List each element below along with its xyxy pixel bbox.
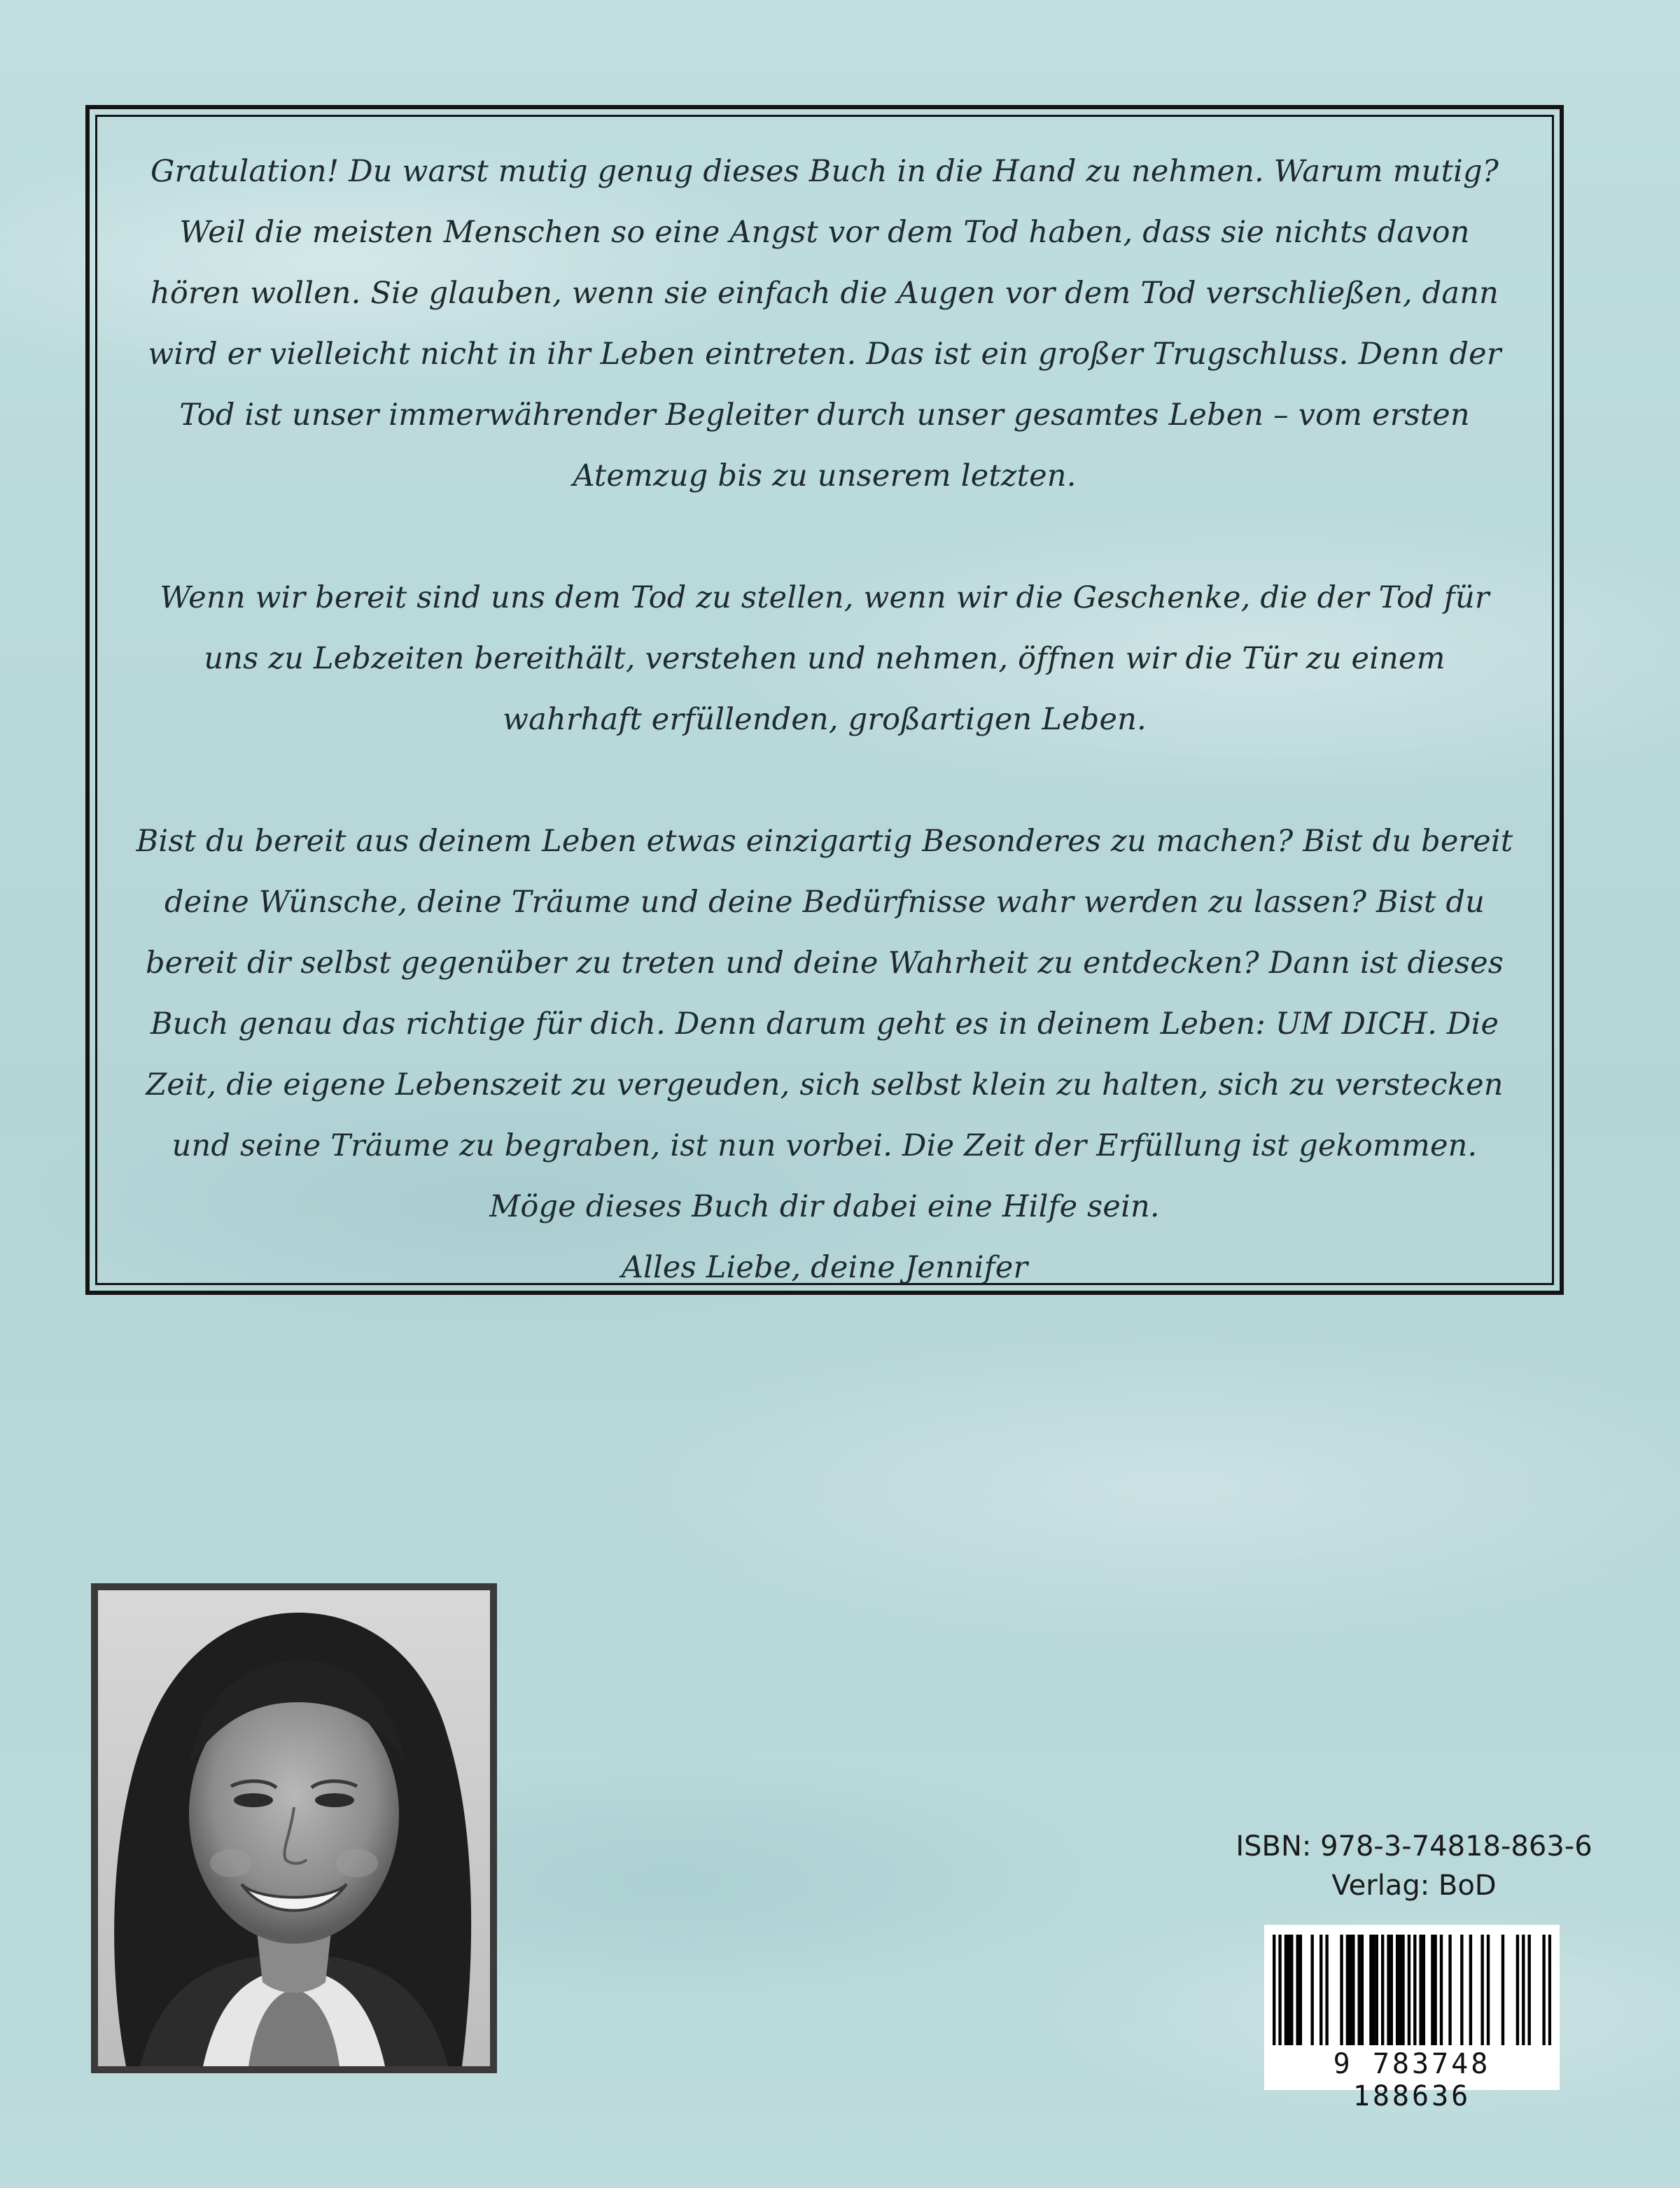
barcode-bar (1278, 1935, 1281, 2045)
barcode-digits: 9 783748 188636 (1333, 2048, 1491, 2112)
barcode-bar (1542, 1935, 1545, 2045)
barcode-bar (1460, 1935, 1463, 2045)
barcode-bar (1376, 1935, 1378, 2045)
barcode-bar (1413, 1935, 1416, 2045)
barcode-bar (1273, 1935, 1275, 2045)
barcode-bar (1522, 1935, 1525, 2045)
barcode-bar (1419, 1935, 1422, 2045)
publisher: Verlag: BoD (1331, 1870, 1497, 1902)
barcode-bar (1516, 1935, 1519, 2045)
barcode-bar (1352, 1935, 1354, 2045)
barcode-bar (1401, 1935, 1404, 2045)
barcode-bar (1408, 1935, 1410, 2045)
barcode-bar (1440, 1935, 1443, 2045)
barcode-bar (1381, 1935, 1384, 2045)
barcode-bar (1299, 1935, 1302, 2045)
barcode-bar (1399, 1935, 1401, 2045)
author-portrait-image (98, 1590, 490, 2066)
barcode-bar (1422, 1935, 1425, 2045)
barcode (1264, 1925, 1560, 2112)
barcode-bar (1390, 1935, 1393, 2045)
barcode-bar (1548, 1935, 1551, 2045)
barcode-bar (1310, 1935, 1313, 2045)
barcode-bar (1372, 1935, 1375, 2045)
barcode-bar (1287, 1935, 1290, 2045)
barcode-bar (1487, 1935, 1490, 2045)
text-frame (85, 105, 1564, 1295)
barcode-bar (1469, 1935, 1472, 2045)
barcode-bar (1290, 1935, 1293, 2045)
blurb-paragraph-3-text: Bist du bereit aus deinem Leben etwas einzigartig Besonderes zu machen? Bist du bereit deine Wünsche, deine Träume und deine Bedürfnisse wahr werden zu lassen? Bist du bereit dir selbst gegenüber zu treten und deine Wahrheit zu entdecken? Dann ist dieses Buch genau das richtige für dich. Denn darum geht es in deinem Leben: UM DICH. Die Zeit, die eigene Lebenszeit zu vergeuden, sich selbst klein zu halten, sich zu verstecken und seine Träume zu begraben, ist nun vorbei. Die Zeit der Erfüllung ist gekommen. Möge dieses Buch dir dabei eine Hilfe sein. (136, 824, 1513, 1224)
signature: Alles Liebe, deine Jennifer (621, 1250, 1028, 1285)
blurb-text (132, 141, 1518, 1298)
blurb-paragraph-3 (132, 811, 1518, 1298)
barcode-bar (1396, 1935, 1399, 2045)
barcode-bar (1320, 1935, 1322, 2045)
barcode-bar (1340, 1935, 1343, 2045)
barcode-bar (1357, 1935, 1360, 2045)
barcode-bar (1296, 1935, 1299, 2045)
barcode-bar (1361, 1935, 1364, 2045)
isbn-number: ISBN: 978-3-74818-863-6 (1236, 1830, 1592, 1863)
barcode-bar (1480, 1935, 1483, 2045)
blurb-paragraph-1: Gratulation! Du warst mutig genug dieses Buch in die Hand zu nehmen. Warum mutig? Weil die meisten Menschen so eine Angst vor dem Tod haben, dass sie nichts davon hören wollen. Sie glauben, wenn sie einfach die Augen vor dem Tod verschließen, dann wird er vielleicht nicht in ihr Leben eintreten. Das ist ein großer Trugschluss. Denn der Tod ist unser immerwährender Begleiter durch unser gesamtes Leben – vom ersten Atemzug bis zu unserem letzten. (148, 154, 1502, 493)
barcode-bar (1387, 1935, 1390, 2045)
isbn-block (1190, 1827, 1638, 1905)
barcode-bar (1527, 1935, 1530, 2045)
barcode-bar (1431, 1935, 1434, 2045)
barcode-bar (1284, 1935, 1287, 2045)
barcode-bar (1434, 1935, 1436, 2045)
barcode-bar (1448, 1935, 1451, 2045)
barcode-bar (1325, 1935, 1328, 2045)
barcode-bar (1349, 1935, 1352, 2045)
author-photo (91, 1583, 497, 2073)
barcode-bar (1346, 1935, 1349, 2045)
barcode-bar (1502, 1935, 1504, 2045)
barcode-bar (1369, 1935, 1372, 2045)
blurb-paragraph-2: Wenn wir bereit sind uns dem Tod zu stellen, wenn wir die Geschenke, die der Tod für uns zu Lebzeiten bereithält, verstehen und nehmen, öffnen wir die Tür zu einem wahrhaft erfüllenden, großartigen Leben. (160, 580, 1490, 737)
barcode-bars (1273, 1935, 1551, 2045)
